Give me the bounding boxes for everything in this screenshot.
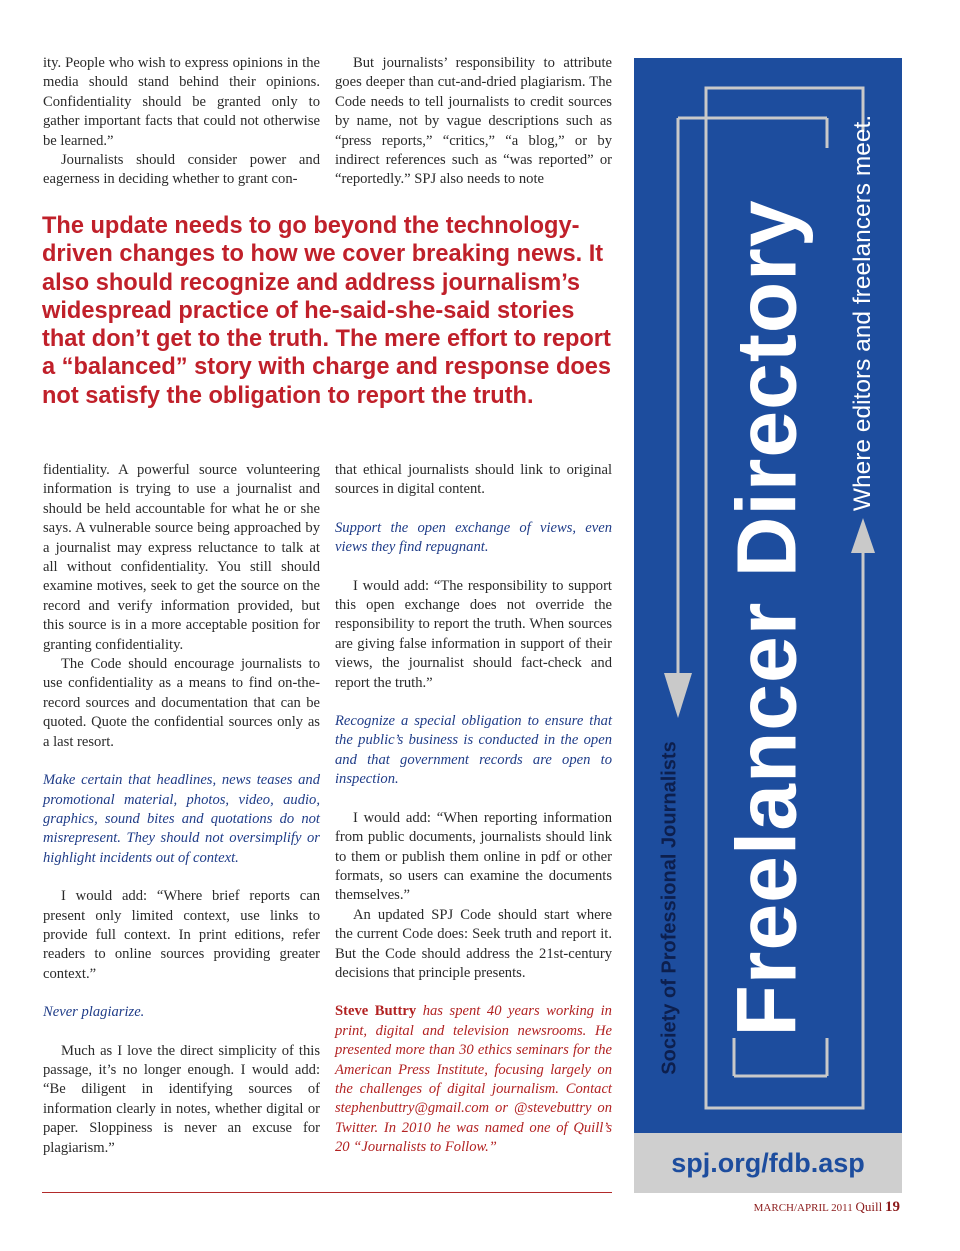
page-number: 19 [885,1199,900,1215]
magazine-name: Quill [855,1199,883,1214]
body-paragraph: fidentiality. A powerful source volunteering information is trying to use a journalist and should be held accountable for what he or she says. A vulnerable source being approached by a journalist may express reluctance to talk at all without confidentiality. You still should examine motives, seek to get the source on the record and verify information provided, but this source is in a more acceptable position for granting confidentiality. [43,462,320,653]
body-paragraph: that ethical journalists should link to original sources in digital content. [335,462,612,498]
pull-quote: The update needs to go beyond the technology-driven changes to how we cover breaking news. It also should recognize and address journalism’s widespread practice of he-said-she-said stories that don’t get to the truth. The mere effort to report a “balanced” story with charge and response does not satisfy the obligation to report the truth. [42,213,612,409]
footer-rule [42,1192,612,1193]
body-paragraph: I would add: “The responsibility to support this open exchange does not override the responsibility to report the truth. When sources are giving false information in support of their views, the journalist should fact-check and report the truth.” [335,577,612,691]
code-citation: Make certain that headlines, news teases and promotional material, photos, video, audio, graphics, sound bites and quotations do not misrepresent. They should not oversimplify or highlight incidents out of context. [43,772,320,866]
ad-title: Freelancer Directory [719,199,814,1037]
freelancer-directory-ad[interactable] [634,58,902,1193]
code-citation: Support the open exchange of views, even views they find repugnant. [335,519,612,556]
body-paragraph: An updated SPJ Code should start where the current Code does: Seek truth and report it. But the Code should address the 21st-century decisions that principle presents. [335,906,612,981]
code-citation: Never plagiarize. [43,1004,145,1021]
down-arrow-icon [664,673,692,718]
ad-panel [634,58,902,1133]
body-paragraph: The Code should encourage journalists to use confidentiality as a means to find on-the-record sources and documentation that can be quoted. Quote the confidential sources only as a last resort. [43,656,320,750]
author-bio [335,1002,612,1157]
body-paragraph: Much as I love the direct simplicity of this passage, it’s no longer enough. I would add: “Be diligent in identifying sources of information clearly in notes, whether digital or paper. Sloppiness is never an excuse for plagiarism.” [43,1042,320,1156]
ad-tagline: Where editors and freelancers meet. [849,114,876,512]
column-1-bottom [43,461,320,1158]
code-citation: Recognize a special obligation to ensure that the public’s business is conducted in the open and that government records are open to inspection. [335,713,612,788]
column-1-top [43,54,320,190]
author-bio-text: has spent 40 years working in print, digital and television newsrooms. He presented more than 30 ethics seminars for the American Press Institute, focusing largely on the challenges of digital journalism. Contact stephenbuttry@gmail.com or @stevebuttry on Twitter. In 2010 he was named one of Quill’s 20 “Journalists to Follow.” [335,1003,612,1156]
body-paragraph: I would add: “Where brief reports can present only limited context, use links to provide full context. In print editions, refer readers to online sources providing greater context.” [43,888,320,982]
author-name: Steve Buttry [335,1003,417,1020]
column-2-top [335,54,612,190]
up-arrow-icon [851,518,875,553]
body-paragraph: But journalists’ responsibility to attribute goes deeper than cut-and-dried plagiarism. The Code needs to tell journalists to credit sources by name, not by vague descriptions such as “press reports,” “critics,” “a blog,” or by indirect references such as “was reported” or “reportedly.” SPJ also needs to note [335,55,612,188]
body-paragraph: I would add: “When reporting information from public documents, journalists should link to them or publish them online in pdf or other formats, so users can examine the documents themselves.” [335,809,612,904]
body-paragraph: Journalists should consider power and eagerness in deciding whether to grant con- [43,152,320,188]
body-paragraph: ity. People who wish to express opinions in the media should stand behind their opinions. Confidentiality should be granted only to gather important facts that could not otherwise be learned.” [43,55,320,149]
column-2-bottom [335,461,612,1158]
page-folio [754,1199,900,1216]
ad-organization: Society of Professional Journalists [658,741,681,1075]
issue-date: MARCH/APRIL 2011 [753,1202,853,1214]
ad-url-link[interactable]: spj.org/fdb.asp [671,1147,865,1178]
